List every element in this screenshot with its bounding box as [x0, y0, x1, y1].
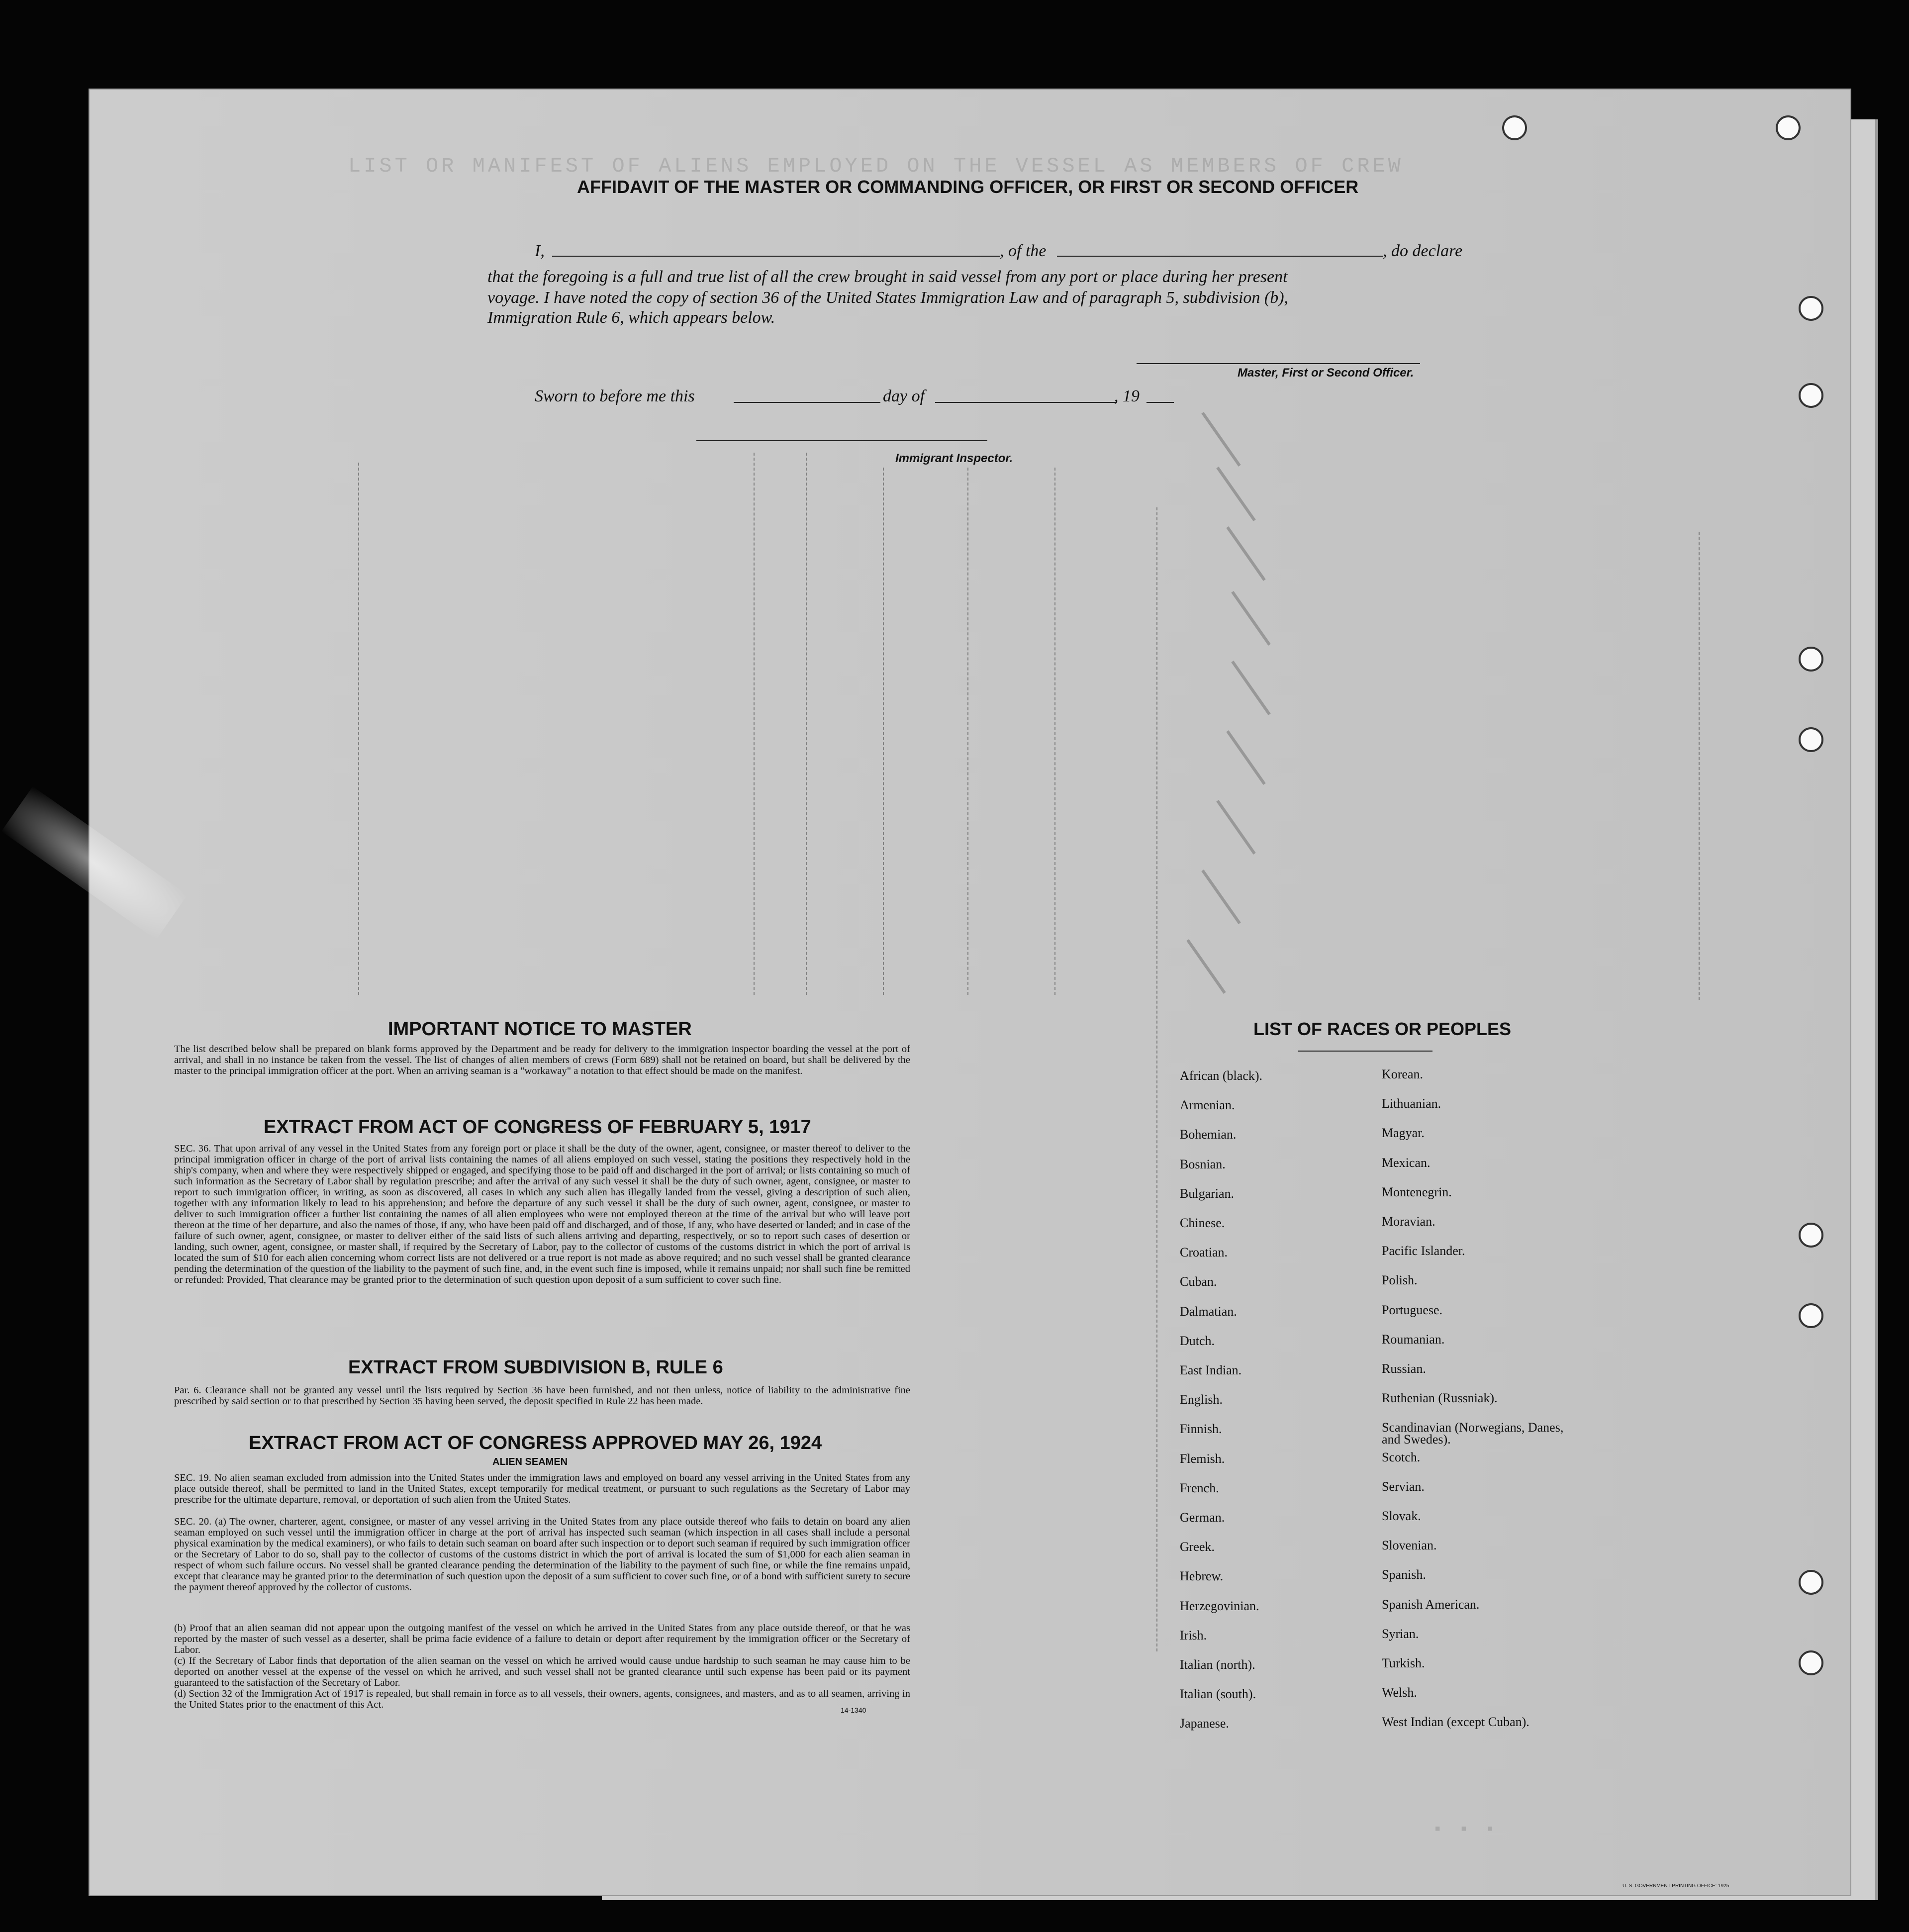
- race-entry: Bosnian.: [1180, 1157, 1226, 1171]
- race-entry: West Indian (except Cuban).: [1382, 1715, 1529, 1730]
- race-entry: Syrian.: [1382, 1626, 1419, 1641]
- race-entry: Chinese.: [1180, 1216, 1225, 1230]
- race-entry: Bulgarian.: [1180, 1186, 1235, 1201]
- race-entry: Portuguese.: [1382, 1302, 1443, 1317]
- race-entry: Moravian.: [1382, 1214, 1435, 1229]
- race-entry: Croatian.: [1180, 1245, 1228, 1260]
- race-entry: Greek.: [1180, 1540, 1215, 1554]
- alien-seamen-subheading: ALIEN SEAMEN: [492, 1456, 568, 1467]
- affidavit-title: AFFIDAVIT OF THE MASTER OR COMMANDING OFFICER, OR FIRST OR SECOND OFFICER: [577, 177, 1359, 197]
- race-entry: Turkish.: [1382, 1656, 1425, 1670]
- races-heading-rule: [1298, 1051, 1432, 1052]
- race-entry: Scotch.: [1382, 1449, 1421, 1464]
- race-entry: Dutch.: [1180, 1333, 1215, 1348]
- extract-1924-heading: EXTRACT FROM ACT OF CONGRESS APPROVED MAY 26, 1924: [249, 1433, 822, 1453]
- race-entry: Roumanian.: [1382, 1332, 1445, 1347]
- column-rule: [1054, 468, 1055, 995]
- column-rule: [806, 453, 807, 995]
- affidavit-line-3: voyage. I have noted the copy of section 36 of the United States Immigration Law and of paragraph 5, subdivision (b),: [487, 289, 1289, 307]
- race-entry: Bohemian.: [1180, 1127, 1237, 1142]
- race-entry: Welsh.: [1382, 1685, 1417, 1700]
- race-entry: Mexican.: [1382, 1155, 1431, 1170]
- race-entry: Italian (north).: [1180, 1657, 1255, 1672]
- race-entry: Lithuanian.: [1382, 1096, 1441, 1111]
- race-entry: Scandinavian (Norwegians, Danes, and Swedes).: [1382, 1420, 1564, 1447]
- race-entry: Dalmatian.: [1180, 1304, 1237, 1319]
- race-entry: Montenegrin.: [1382, 1184, 1452, 1199]
- punch-hole: [1799, 727, 1823, 752]
- race-entry: English.: [1180, 1392, 1223, 1407]
- extract-1917-heading: EXTRACT FROM ACT OF CONGRESS OF FEBRUARY 5, 1917: [264, 1117, 811, 1138]
- punch-hole: [1776, 115, 1801, 140]
- race-entry: Servian.: [1382, 1479, 1425, 1494]
- punch-hole: [1502, 115, 1527, 140]
- race-entry: Korean.: [1382, 1067, 1424, 1081]
- punch-hole: [1799, 1570, 1823, 1595]
- race-entry: Spanish American.: [1382, 1597, 1480, 1612]
- race-entry: Spanish.: [1382, 1567, 1426, 1582]
- name-blank: [552, 256, 1000, 257]
- race-entry: Finnish.: [1180, 1422, 1222, 1437]
- affidavit-line-2: that the foregoing is a full and true list of all the crew brought in said vessel from any port or place during her present: [487, 268, 1288, 286]
- race-entry: African (black).: [1180, 1068, 1263, 1083]
- sworn-month-blank: [935, 402, 1117, 403]
- sworn-day-blank: [734, 402, 880, 403]
- notice-heading: IMPORTANT NOTICE TO MASTER: [388, 1019, 692, 1040]
- inspector-caption: Immigrant Inspector.: [895, 452, 1013, 465]
- race-entry: Slovenian.: [1382, 1538, 1437, 1553]
- race-entry: Cuban.: [1180, 1274, 1217, 1289]
- master-signature-caption: Master, First or Second Officer.: [1238, 366, 1414, 380]
- sworn-line-a: Sworn to before me this: [535, 387, 695, 405]
- race-entry: Ruthenian (Russniak).: [1382, 1391, 1498, 1406]
- race-entry: French.: [1180, 1480, 1219, 1495]
- affidavit-line-of-the: , of the: [1000, 242, 1047, 260]
- column-rule: [967, 468, 968, 995]
- vessel-blank: [1057, 256, 1383, 257]
- race-entry: Magyar.: [1382, 1126, 1425, 1141]
- column-rule: [358, 463, 359, 995]
- race-entry: Slovak.: [1382, 1509, 1421, 1523]
- column-rule: [1156, 507, 1157, 1651]
- race-entry: Flemish.: [1180, 1451, 1225, 1466]
- races-heading: LIST OF RACES OR PEOPLES: [1253, 1019, 1512, 1039]
- punch-hole: [1799, 1303, 1823, 1328]
- extract-1924-sec20d: (d) Section 32 of the Immigration Act of 1917 is repealed, but shall remain in force as to all vessels, their owners, agents, consignees, and masters, and as to all seamen, arriving in the United States prior to the enactment of this Act.: [174, 1688, 910, 1710]
- column-rule: [1699, 532, 1700, 1000]
- extract-1924-sec20c: (c) If the Secretary of Labor finds that deportation of the alien seaman on the vessel on which he arrived would cause undue hardship to such seaman he may cause him to be deported on another vessel at the expense of the vessel on which he arrived, and such vessel shall not be granted clearance until such expense has been paid or its payment guaranteed to the satisfaction of the Secretary of Labor.: [174, 1655, 910, 1688]
- affidavit-line-4: Immigration Rule 6, which appears below.: [487, 308, 775, 327]
- bleed-through-mark: ▪ ▪ ▪: [1432, 1821, 1499, 1839]
- form-number: 14-1340: [841, 1706, 866, 1714]
- notice-text: The list described below shall be prepared on blank forms approved by the Department and be ready for delivery to the immigration inspector boarding the vessel at the port of arrival, and shall in no instance be taken from the vessel. The list of changes of alien members of crews (Form 689) shall not be retained on board, but shall be delivered by the master to the principal immigration officer at the port. When an arriving seaman is a "workaway" a notation to that effect should be made on the manifest.: [174, 1044, 910, 1076]
- race-entry: Armenian.: [1180, 1098, 1235, 1113]
- race-entry: German.: [1180, 1510, 1225, 1525]
- race-entry: Hebrew.: [1180, 1569, 1224, 1584]
- punch-hole: [1799, 1650, 1823, 1675]
- affidavit-line-i: I,: [535, 242, 545, 260]
- extract-1924-sec20b: (b) Proof that an alien seaman did not appear upon the outgoing manifest of the vessel on which he arrived in the United States from any place outside thereof, or that he was reported by the master of such vessel as a deserter, shall be prima facie evidence of a failure to detain or deport after requirement by the immigration officer or the Secretary of Labor.: [174, 1623, 910, 1655]
- extract-1924-sec20a: SEC. 20. (a) The owner, charterer, agent, consignee, or master of any vessel arriving in the United States from any place outside thereof who fails to detain on board any alien seaman employed on such vessel until the immigration officer in charge at the port of arrival has inspected such seaman (which inspection in all cases shall include a personal physical examination by the medical examiners), or who fails to detain such seaman on board after such inspection or to deport such seaman if required by such immigration officer or the Secretary of Labor to do so, shall pay to the collector of customs of the customs district in which the port of arrival is located the sum of $1,000 for each alien seaman in respect of whom such failure occurs. No vessel shall be granted clearance pending the determination of the liability to the payment of such fine, or while the fine remains unpaid, except that clearance may be granted prior to the determination of such question upon the deposit of a sum sufficient to cover such fine, or of a bond with sufficient surety to secure the payment thereof approved by the collector of customs.: [174, 1516, 910, 1593]
- sworn-year-blank: [1146, 402, 1174, 403]
- race-entry: Russian.: [1382, 1361, 1426, 1376]
- punch-hole: [1799, 296, 1823, 321]
- affidavit-line-declare: , do declare: [1383, 242, 1463, 260]
- extract-1924-sec19: SEC. 19. No alien seaman excluded from admission into the United States under the immigration laws and employed on board any vessel arriving in the United States from any place outside thereof, shall be permitted to land in the United States, except temporarily for medical treatment, or pursuant to such regulations as the Secretary of Labor may prescribe for the ultimate departure, removal, or deportation of such alien from the United States.: [174, 1472, 910, 1505]
- sworn-line-c: , 19: [1114, 387, 1140, 405]
- inspector-signature-line: [696, 440, 987, 441]
- sworn-line-b: day of: [883, 387, 925, 405]
- printing-office-imprint: U. S. GOVERNMENT PRINTING OFFICE: 1925: [1623, 1883, 1729, 1889]
- master-signature-line: [1137, 363, 1420, 364]
- column-rule: [754, 453, 755, 995]
- extract-rule6-text: Par. 6. Clearance shall not be granted any vessel until the lists required by Section 36 have been furnished, and not then unless, notice of liability to the administrative fine prescribed by said section or to that prescribed by Section 35 having been served, the deposit specified in Rule 22 has been made.: [174, 1385, 910, 1407]
- punch-hole: [1799, 647, 1823, 672]
- punch-hole: [1799, 1223, 1823, 1248]
- column-rule: [883, 468, 884, 995]
- race-entry: Herzegovinian.: [1180, 1598, 1259, 1613]
- race-entry: Japanese.: [1180, 1716, 1229, 1731]
- bleed-through-title: LIST OR MANIFEST OF ALIENS EMPLOYED ON THE VESSEL AS MEMBERS OF CREW: [348, 154, 1404, 178]
- extract-1917-text: SEC. 36. That upon arrival of any vessel in the United States from any foreign port or place it shall be the duty of the owner, agent, consignee, or master thereof to deliver to the principal immigration officer in charge of the port of arrival lists containing the names of all aliens employed on such vessel, stating the positions they respectively hold in the ship's company, when and where they were respectively shipped or engaged, and specifying those to be paid off and discharged in the port of arrival; or lists containing so much of such information as the Secretary of Labor shall by regulation prescribe; and after the arrival of any such vessel it shall be the duty of such owner, agent, consignee, or master to report to such immigration officer, in writing, as soon as discovered, all cases in which any such alien has illegally landed from the vessel, giving a description of such alien, together with any information likely to lead to his apprehension; and before the departure of any such vessel it shall be the duty of such owner, agent, consignee, or master to deliver to such immigration officer a further list containing the names of all alien employees who were not employed thereon at the time of the arrival but who will leave port thereon at the time of her departure, and also the names of those, if any, who have been paid off and discharged, and of those, if any, who have deserted or landed; and in case of the failure of such owner, agent, consignee, or master to deliver either of the said lists of such aliens arriving and departing, respectively, or so to report such cases of desertion or landing, such owner, agent, consignee, or master shall, if required by the Secretary of Labor, pay to the collector of customs of the customs district in which the port of arrival is located the sum of $10 for each alien concerning whom correct lists are not delivered or a true report is not made as above required; and no such vessel shall be granted clearance pending the determination of the question of the liability to the payment of such fine, and, in the event such fine is imposed, while it remains unpaid; nor shall such fine be remitted or refunded: Provided, That clearance may be granted prior to the determination of such question upon deposit of a sum sufficient to cover such fine.: [174, 1143, 910, 1285]
- race-entry: Irish.: [1180, 1628, 1207, 1642]
- race-entry: Italian (south).: [1180, 1687, 1256, 1702]
- race-entry: Polish.: [1382, 1273, 1418, 1288]
- punch-hole: [1799, 383, 1823, 408]
- race-entry: Pacific Islander.: [1382, 1244, 1465, 1258]
- extract-rule6-heading: EXTRACT FROM SUBDIVISION B, RULE 6: [348, 1357, 723, 1378]
- race-entry: East Indian.: [1180, 1363, 1242, 1377]
